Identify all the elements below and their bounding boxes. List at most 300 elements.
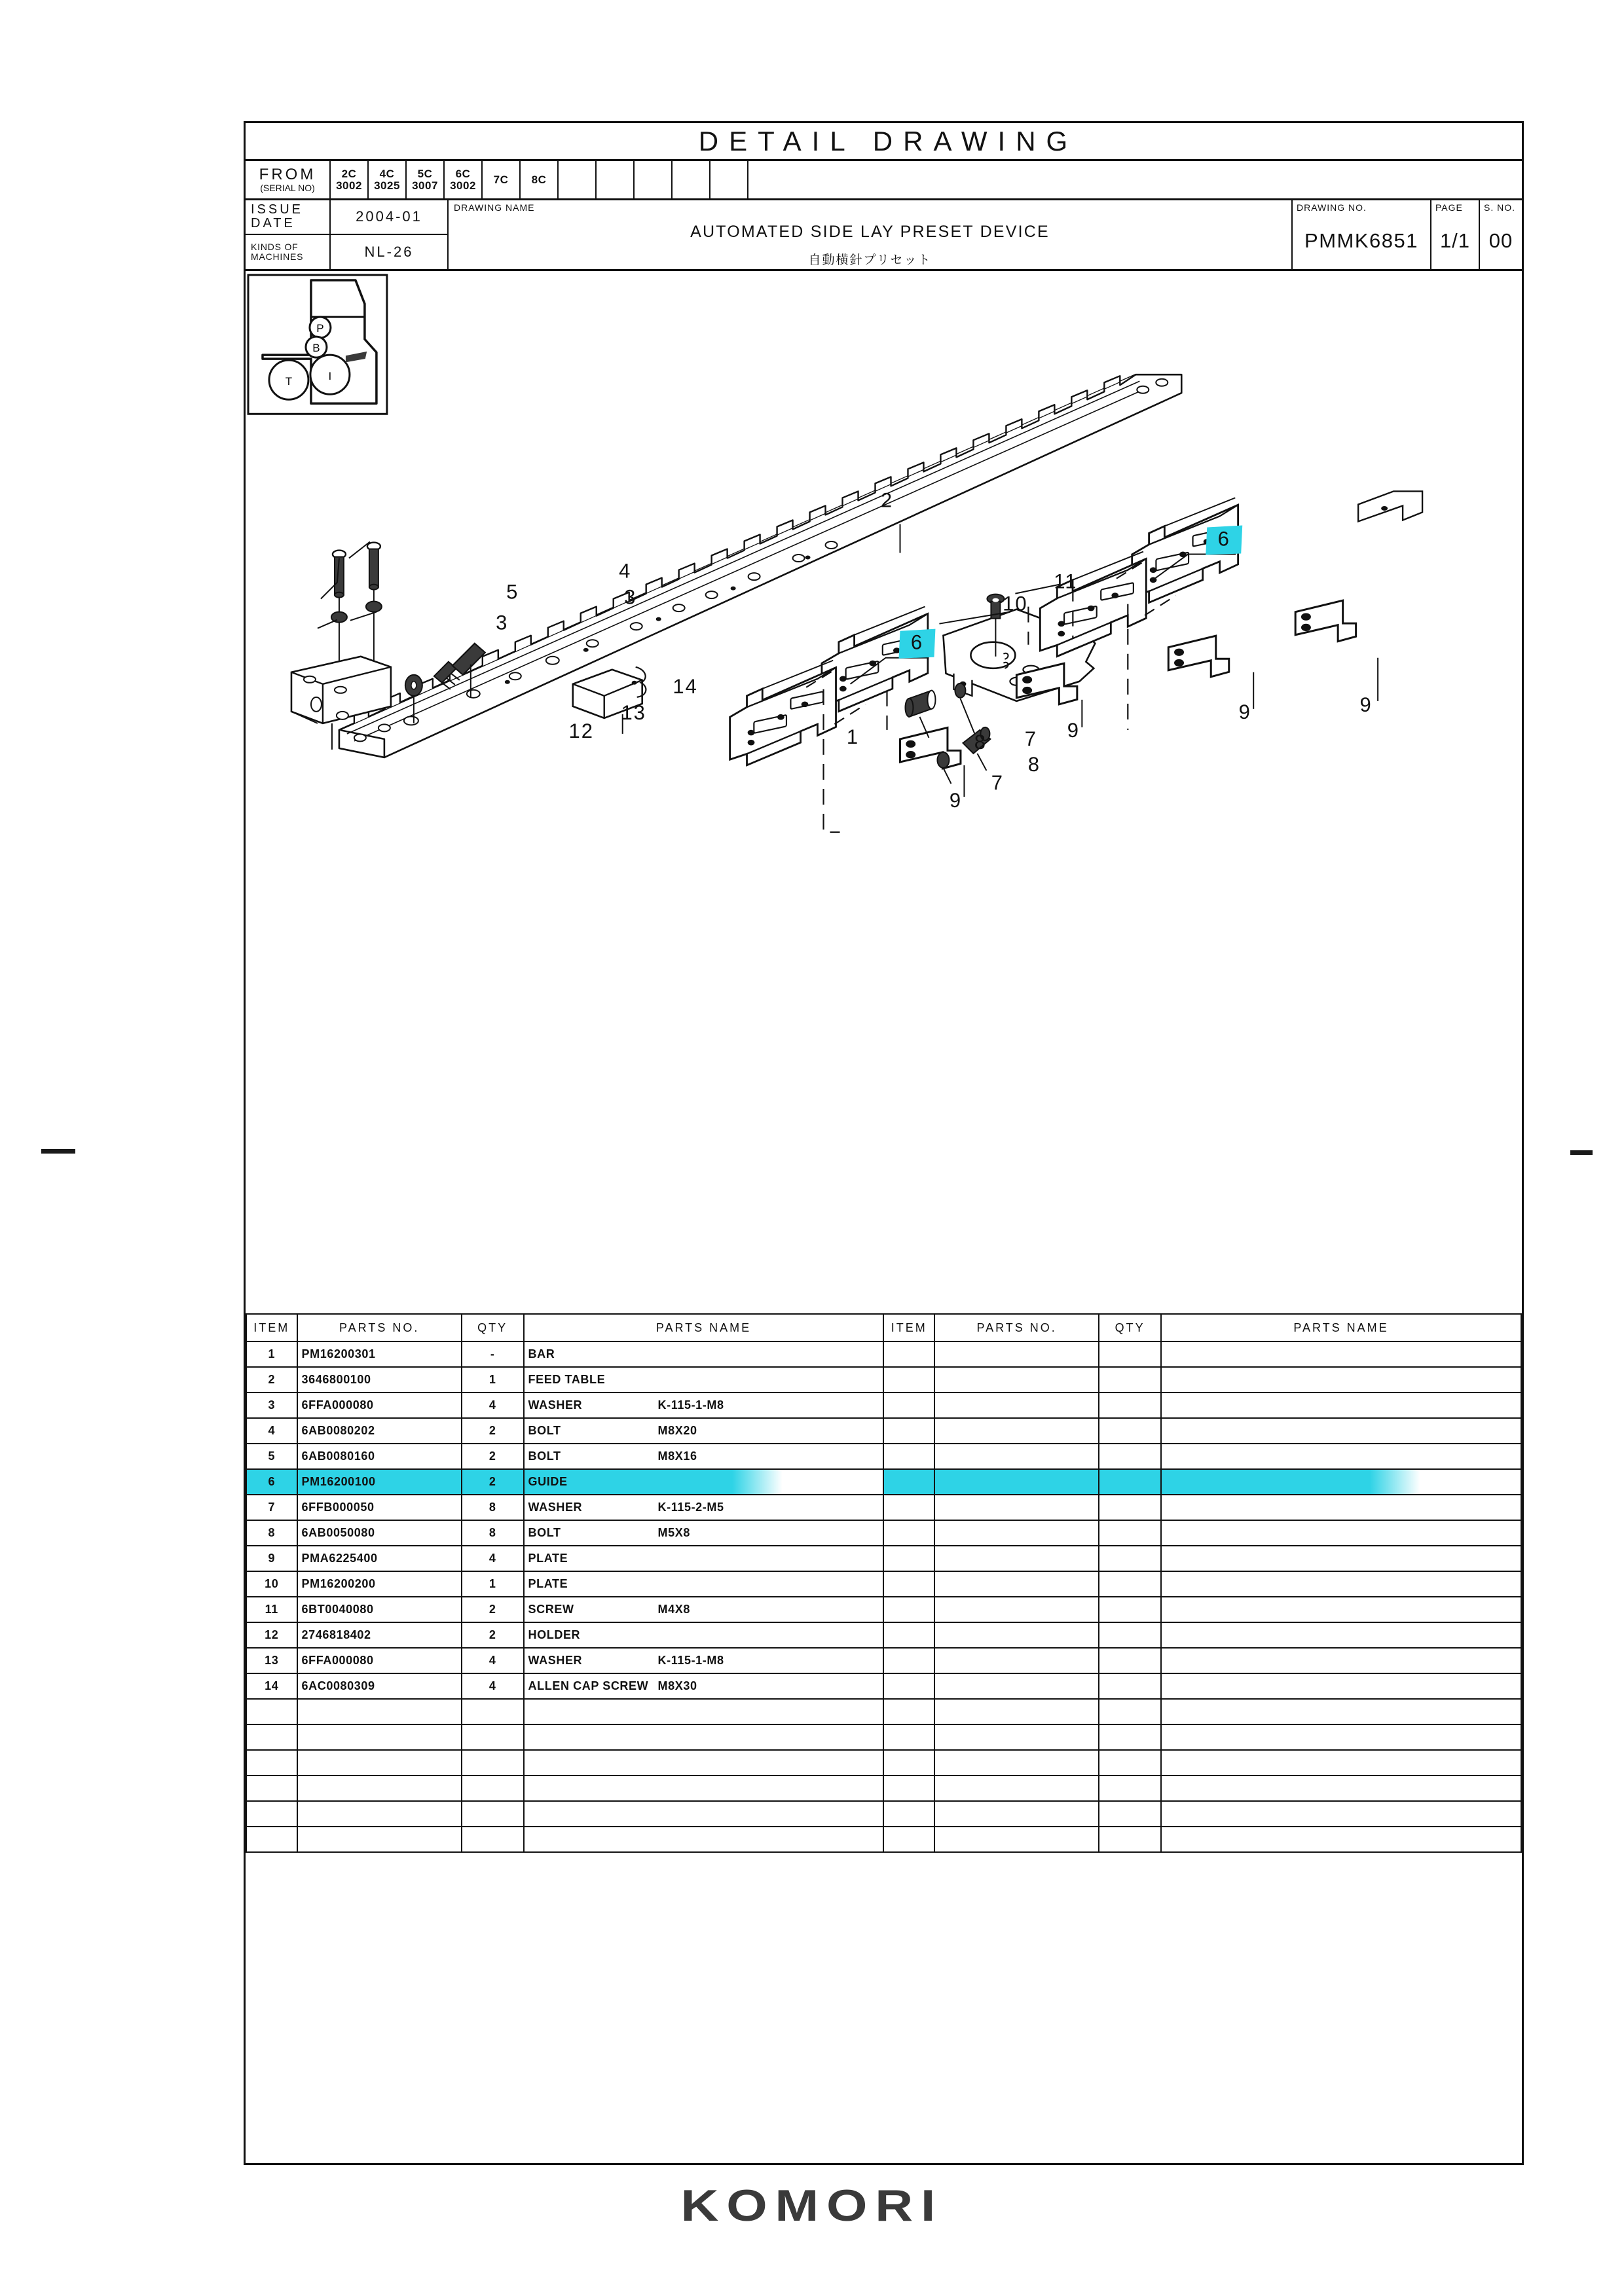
kinds-label-line1: KINDS OF <box>251 242 299 253</box>
cell-empty-1 <box>297 1699 462 1724</box>
parts-row-empty-2 <box>246 1724 1521 1750</box>
cell-qty-right <box>1099 1546 1161 1571</box>
cell-empty-3 <box>524 1801 884 1827</box>
cell-empty-7 <box>1161 1750 1521 1776</box>
cell-parts-name <box>524 1367 884 1393</box>
cell-qty: 2 <box>462 1469 524 1495</box>
serial-cell-blank-2 <box>597 161 635 198</box>
cell-qty: 2 <box>462 1597 524 1622</box>
balloon-label-10: 10 <box>1003 592 1028 615</box>
parts-spec-text: M5X8 <box>657 1526 690 1539</box>
cell-parts-name <box>524 1546 884 1571</box>
parts-name-text: ALLEN CAP SCREW <box>528 1679 649 1692</box>
parts-row-item-10 <box>246 1571 1521 1597</box>
parts-row-empty-4 <box>246 1776 1521 1801</box>
machine-inset-diagram <box>248 275 387 414</box>
balloon-label-6a: 6 <box>1217 527 1230 551</box>
cell-item: 14 <box>246 1673 297 1699</box>
cell-item-right <box>883 1673 934 1699</box>
cell-parts-name-right <box>1161 1444 1521 1469</box>
balloon-label-9c: 9 <box>1067 718 1080 742</box>
header-qty-right: QTY <box>1099 1314 1161 1341</box>
parts-row-item-8 <box>246 1520 1521 1546</box>
cell-empty-7 <box>1161 1827 1521 1852</box>
page-number-block <box>1431 200 1480 269</box>
parts-name-text: PLATE <box>528 1577 568 1590</box>
svg-text:B: B <box>312 342 320 355</box>
cell-qty: 8 <box>462 1495 524 1520</box>
parts-row-item-7 <box>246 1495 1521 1520</box>
svg-text:I: I <box>328 370 332 383</box>
issue-date-row <box>246 200 447 235</box>
from-row-tail <box>748 161 1522 198</box>
cell-qty: - <box>462 1341 524 1367</box>
cell-qty: 8 <box>462 1520 524 1546</box>
cell-parts-name <box>524 1520 884 1546</box>
cell-item-right <box>883 1520 934 1546</box>
cell-empty-1 <box>297 1724 462 1750</box>
balloon-label-12: 12 <box>568 719 594 742</box>
registration-tick-right <box>1570 1150 1593 1155</box>
parts-name-text: BOLT <box>528 1424 561 1437</box>
cell-empty-6 <box>1099 1827 1161 1852</box>
from-label-line2: (SERIAL NO) <box>260 182 315 193</box>
cell-parts-name-right <box>1161 1418 1521 1444</box>
cell-empty-7 <box>1161 1801 1521 1827</box>
cell-parts-no: 6FFA000080 <box>297 1393 462 1418</box>
cell-qty-right <box>1099 1444 1161 1469</box>
guide-assembly-lower <box>730 607 928 765</box>
cell-parts-no: PMA6225400 <box>297 1546 462 1571</box>
cell-parts-no: 6AB0050080 <box>297 1520 462 1546</box>
drawing-name-japanese: 自動横針プリセット <box>808 253 932 267</box>
title-band <box>246 123 1522 161</box>
svg-text:P: P <box>316 322 324 335</box>
parts-spec-text: K-115-1-M8 <box>657 1654 724 1667</box>
balloon-label-3: 3 <box>624 585 637 609</box>
cell-qty-right <box>1099 1648 1161 1673</box>
cell-item: 10 <box>246 1571 297 1597</box>
document-title: DETAIL DRAWING <box>698 125 1079 156</box>
cell-empty-0 <box>246 1801 297 1827</box>
cell-qty-right <box>1099 1673 1161 1699</box>
parts-row-item-3 <box>246 1393 1521 1418</box>
plate-item-9-a <box>1295 600 1356 642</box>
balloon-label-4: 4 <box>619 559 632 583</box>
exploded-assembly-drawing <box>246 271 1522 1313</box>
kinds-of-machines-row <box>246 235 447 270</box>
parts-row-item-13 <box>246 1648 1521 1673</box>
cell-parts-name-right <box>1161 1622 1521 1648</box>
cell-empty-0 <box>246 1827 297 1852</box>
cell-empty-2 <box>462 1750 524 1776</box>
balloon-label-3b: 3 <box>496 611 509 634</box>
cell-item: 7 <box>246 1495 297 1520</box>
cell-empty-7 <box>1161 1724 1521 1750</box>
header-item-right: ITEM <box>883 1314 934 1341</box>
cell-empty-6 <box>1099 1750 1161 1776</box>
cell-empty-6 <box>1099 1776 1161 1801</box>
cell-empty-6 <box>1099 1724 1161 1750</box>
balloon-label-2: 2 <box>880 488 894 512</box>
cell-parts-name <box>524 1393 884 1418</box>
parts-row-item-6 <box>246 1469 1521 1495</box>
balloon-label-8b: 8 <box>1027 752 1041 776</box>
cell-empty-5 <box>934 1699 1099 1724</box>
cell-parts-name-right <box>1161 1648 1521 1673</box>
cell-empty-4 <box>883 1699 934 1724</box>
cell-empty-7 <box>1161 1776 1521 1801</box>
cell-item-right <box>883 1341 934 1367</box>
cell-qty: 4 <box>462 1673 524 1699</box>
cell-parts-no-right <box>934 1546 1099 1571</box>
serial-cell-blank-5 <box>710 161 748 198</box>
kinds-label <box>246 235 331 270</box>
cell-empty-5 <box>934 1776 1099 1801</box>
header-qty-left: QTY <box>462 1314 524 1341</box>
parts-row-item-14 <box>246 1673 1521 1699</box>
serial-cell-group <box>331 161 748 198</box>
sno-caption: S. NO. <box>1484 202 1516 213</box>
cell-empty-5 <box>934 1827 1099 1852</box>
cell-empty-7 <box>1161 1699 1521 1724</box>
bolt-washer-group-345 <box>318 542 382 676</box>
cell-parts-no-right <box>934 1341 1099 1367</box>
parts-row-empty-6 <box>246 1827 1521 1852</box>
issue-date-value: 2004-01 <box>356 208 422 225</box>
cell-empty-1 <box>297 1801 462 1827</box>
cell-empty-6 <box>1099 1801 1161 1827</box>
parts-name-text: BAR <box>528 1347 555 1360</box>
washer-item-3b <box>366 602 382 612</box>
cell-parts-no: PM16200100 <box>297 1469 462 1495</box>
cell-parts-no: 6AB0080160 <box>297 1444 462 1469</box>
cell-item: 12 <box>246 1622 297 1648</box>
drawing-name-english: AUTOMATED SIDE LAY PRESET DEVICE <box>690 223 1050 241</box>
cell-qty: 2 <box>462 1444 524 1469</box>
parts-spec-text: K-115-2-M5 <box>657 1501 724 1514</box>
cell-parts-name <box>524 1418 884 1444</box>
kinds-label-line2: MACHINES <box>251 251 304 262</box>
cell-empty-1 <box>297 1750 462 1776</box>
cell-parts-no-right <box>934 1571 1099 1597</box>
balloon-label-14: 14 <box>673 674 698 698</box>
parts-spec-text: M8X20 <box>657 1424 697 1437</box>
cell-parts-no-right <box>934 1648 1099 1673</box>
cell-item: 1 <box>246 1341 297 1367</box>
issue-label-line1: ISSUE <box>251 202 304 217</box>
cell-item-right <box>883 1444 934 1469</box>
cell-parts-no-right <box>934 1367 1099 1393</box>
cell-parts-name-right <box>1161 1495 1521 1520</box>
cell-parts-name-right <box>1161 1367 1521 1393</box>
cell-parts-no: 6AC0080309 <box>297 1673 462 1699</box>
serial-cell-blank-1 <box>559 161 597 198</box>
brand-logo <box>0 2180 1624 2231</box>
cell-item: 3 <box>246 1393 297 1418</box>
cell-empty-3 <box>524 1827 884 1852</box>
cell-qty: 4 <box>462 1393 524 1418</box>
cell-empty-2 <box>462 1724 524 1750</box>
cell-qty: 4 <box>462 1546 524 1571</box>
balloon-label-9d: 9 <box>949 789 963 812</box>
plate-item-9-d <box>900 727 960 769</box>
cell-empty-1 <box>297 1776 462 1801</box>
cell-parts-name-right <box>1161 1469 1521 1495</box>
cell-item: 11 <box>246 1597 297 1622</box>
cell-parts-no-right <box>934 1418 1099 1444</box>
cell-item: 8 <box>246 1520 297 1546</box>
parts-row-item-4 <box>246 1418 1521 1444</box>
cell-parts-name <box>524 1469 884 1495</box>
cell-parts-no: 6FFA000080 <box>297 1648 462 1673</box>
page-caption: PAGE <box>1435 202 1463 213</box>
cell-item-right <box>883 1546 934 1571</box>
parts-list-table <box>246 1313 1522 1853</box>
cell-parts-name <box>524 1495 884 1520</box>
cell-qty-right <box>1099 1622 1161 1648</box>
parts-spec-text: M8X16 <box>657 1449 697 1463</box>
parts-name-text: WASHER <box>528 1398 583 1412</box>
cell-qty: 4 <box>462 1648 524 1673</box>
cell-item-right <box>883 1622 934 1648</box>
cell-parts-name-right <box>1161 1520 1521 1546</box>
cell-parts-no-right <box>934 1444 1099 1469</box>
cell-parts-no: 6FFB000050 <box>297 1495 462 1520</box>
cell-empty-5 <box>934 1724 1099 1750</box>
title-block-meta-row <box>246 200 1522 271</box>
serial-code: 7C <box>493 173 509 186</box>
cell-qty: 2 <box>462 1418 524 1444</box>
sno-value: 00 <box>1488 229 1513 252</box>
serial-number: 3007 <box>412 179 438 192</box>
parts-row-item-2 <box>246 1367 1521 1393</box>
cell-parts-no-right <box>934 1520 1099 1546</box>
sheet-number-block <box>1480 200 1522 269</box>
cell-item: 9 <box>246 1546 297 1571</box>
serial-number: 3025 <box>374 179 400 192</box>
serial-cell-8c <box>521 161 559 198</box>
cell-item-right <box>883 1495 934 1520</box>
balloon-label-9b: 9 <box>1238 700 1251 723</box>
balloon-label-9a: 9 <box>1359 693 1373 716</box>
cell-empty-3 <box>524 1699 884 1724</box>
cell-empty-4 <box>883 1724 934 1750</box>
plate-item-9-b <box>1168 636 1228 677</box>
cell-parts-no: 2746818402 <box>297 1622 462 1648</box>
parts-name-text: GUIDE <box>528 1475 568 1488</box>
cell-parts-name <box>524 1622 884 1648</box>
balloon-label-11: 11 <box>1054 570 1078 593</box>
parts-spec-text: M8X30 <box>657 1679 697 1692</box>
cell-empty-0 <box>246 1724 297 1750</box>
cell-qty: 1 <box>462 1367 524 1393</box>
parts-name-text: WASHER <box>528 1654 583 1667</box>
cell-qty-right <box>1099 1418 1161 1444</box>
cell-item-right <box>883 1469 934 1495</box>
parts-name-text: BOLT <box>528 1526 561 1539</box>
parts-spec-text: K-115-1-M8 <box>657 1398 724 1412</box>
serial-cell-blank-3 <box>635 161 673 198</box>
parts-row-item-9 <box>246 1546 1521 1571</box>
parts-name-text: PLATE <box>528 1552 568 1565</box>
cell-parts-no-right <box>934 1673 1099 1699</box>
serial-code: 6C <box>455 167 471 180</box>
cell-qty: 1 <box>462 1571 524 1597</box>
parts-name-text: SCREW <box>528 1603 574 1616</box>
cell-parts-no-right <box>934 1597 1099 1622</box>
serial-cell-5c <box>407 161 445 198</box>
parts-name-text: FEED TABLE <box>528 1373 606 1386</box>
parts-row-item-5 <box>246 1444 1521 1469</box>
assembly-svg <box>246 271 1522 1313</box>
cell-item-right <box>883 1597 934 1622</box>
kinds-value: NL-26 <box>364 243 414 260</box>
cell-parts-no: PM16200301 <box>297 1341 462 1367</box>
cell-parts-no-right <box>934 1469 1099 1495</box>
from-serial-label <box>246 161 331 198</box>
cell-parts-name-right <box>1161 1597 1521 1622</box>
cell-empty-6 <box>1099 1699 1161 1724</box>
cell-parts-name-right <box>1161 1673 1521 1699</box>
cell-parts-name <box>524 1648 884 1673</box>
cell-parts-name-right <box>1161 1546 1521 1571</box>
cell-qty-right <box>1099 1469 1161 1495</box>
drawing-number-caption: DRAWING NO. <box>1297 202 1367 213</box>
balloon-label-1: 1 <box>846 725 860 748</box>
cell-parts-no: PM16200200 <box>297 1571 462 1597</box>
cell-empty-2 <box>462 1776 524 1801</box>
cell-parts-name <box>524 1571 884 1597</box>
serial-code: 2C <box>341 167 357 180</box>
header-partsno-right: PARTS NO. <box>934 1314 1099 1341</box>
from-serial-row <box>246 161 1522 200</box>
serial-code: 8C <box>531 173 547 186</box>
cell-item: 13 <box>246 1648 297 1673</box>
cell-item-right <box>883 1418 934 1444</box>
balloon-label-7b: 7 <box>991 771 1005 795</box>
issue-label-line2: DATE <box>251 216 295 231</box>
parts-row-empty-3 <box>246 1750 1521 1776</box>
serial-number: 3002 <box>450 179 476 192</box>
cell-empty-2 <box>462 1801 524 1827</box>
parts-table-body <box>246 1341 1521 1852</box>
cell-empty-2 <box>462 1699 524 1724</box>
drawing-number-value: PMMK6851 <box>1304 229 1418 252</box>
serial-cell-4c <box>369 161 407 198</box>
cell-item-right <box>883 1571 934 1597</box>
drawing-number-block <box>1293 200 1431 269</box>
cell-empty-3 <box>524 1750 884 1776</box>
serial-cell-blank-4 <box>673 161 710 198</box>
cell-parts-name <box>524 1673 884 1699</box>
cell-parts-name <box>524 1597 884 1622</box>
cell-item: 4 <box>246 1418 297 1444</box>
header-item-left: ITEM <box>246 1314 297 1341</box>
cell-empty-3 <box>524 1776 884 1801</box>
cell-qty-right <box>1099 1341 1161 1367</box>
cell-parts-no: 3646800100 <box>297 1367 462 1393</box>
cell-empty-0 <box>246 1699 297 1724</box>
komori-wordmark: KOMORI <box>680 2181 944 2231</box>
cell-item-right <box>883 1393 934 1418</box>
serial-cell-2c <box>331 161 369 198</box>
balloon-label-layer <box>496 488 1373 812</box>
svg-text:T: T <box>285 375 293 388</box>
serial-code: 4C <box>379 167 395 180</box>
serial-cell-6c <box>445 161 483 198</box>
cell-parts-no-right <box>934 1495 1099 1520</box>
parts-row-item-11 <box>246 1597 1521 1622</box>
parts-name-text: HOLDER <box>528 1628 581 1641</box>
balloon-label-5: 5 <box>506 580 519 604</box>
cell-parts-name <box>524 1341 884 1367</box>
cell-parts-name-right <box>1161 1393 1521 1418</box>
cell-qty-right <box>1099 1597 1161 1622</box>
cell-parts-name <box>524 1444 884 1469</box>
cell-empty-1 <box>297 1827 462 1852</box>
cell-parts-no: 6BT0040080 <box>297 1597 462 1622</box>
cell-parts-name-right <box>1161 1341 1521 1367</box>
parts-spec-text: M4X8 <box>657 1603 690 1616</box>
balloon-label-6b: 6 <box>910 630 924 654</box>
parts-row-item-1 <box>246 1341 1521 1367</box>
cell-qty-right <box>1099 1495 1161 1520</box>
cell-item-right <box>883 1648 934 1673</box>
serial-code: 5C <box>417 167 433 180</box>
balloon-label-13: 13 <box>621 701 646 724</box>
cell-empty-0 <box>246 1776 297 1801</box>
end-cap-bracket-right <box>1358 491 1422 521</box>
cell-empty-4 <box>883 1801 934 1827</box>
registration-tick-left <box>41 1149 75 1154</box>
cell-empty-4 <box>883 1827 934 1852</box>
cell-qty-right <box>1099 1367 1161 1393</box>
drawing-name-caption: DRAWING NAME <box>454 202 535 213</box>
cell-empty-4 <box>883 1750 934 1776</box>
drawing-name-block <box>449 200 1293 269</box>
header-partsno-left: PARTS NO. <box>297 1314 462 1341</box>
cell-empty-2 <box>462 1827 524 1852</box>
cell-item: 6 <box>246 1469 297 1495</box>
cell-empty-3 <box>524 1724 884 1750</box>
serial-number: 3002 <box>336 179 362 192</box>
parts-table-header-row <box>246 1314 1521 1341</box>
cell-empty-0 <box>246 1750 297 1776</box>
serial-cell-7c <box>483 161 521 198</box>
cell-empty-5 <box>934 1750 1099 1776</box>
cell-qty-right <box>1099 1571 1161 1597</box>
cell-parts-no-right <box>934 1622 1099 1648</box>
from-label-line1: FROM <box>259 166 316 184</box>
parts-name-text: WASHER <box>528 1501 583 1514</box>
balloon-label-7a: 7 <box>1024 727 1038 750</box>
drawing-sheet-frame <box>244 121 1524 2165</box>
parts-row-item-12 <box>246 1622 1521 1648</box>
cell-parts-no: 6AB0080202 <box>297 1418 462 1444</box>
cell-parts-no-right <box>934 1393 1099 1418</box>
issue-and-kinds-block <box>246 200 449 269</box>
cell-qty: 2 <box>462 1622 524 1648</box>
cell-item-right <box>883 1367 934 1393</box>
page-value: 1/1 <box>1439 229 1471 252</box>
cell-qty-right <box>1099 1520 1161 1546</box>
cell-empty-5 <box>934 1801 1099 1827</box>
balloon-label-8a: 8 <box>974 730 987 754</box>
parts-row-empty-1 <box>246 1699 1521 1724</box>
cell-empty-4 <box>883 1776 934 1801</box>
cell-item: 2 <box>246 1367 297 1393</box>
